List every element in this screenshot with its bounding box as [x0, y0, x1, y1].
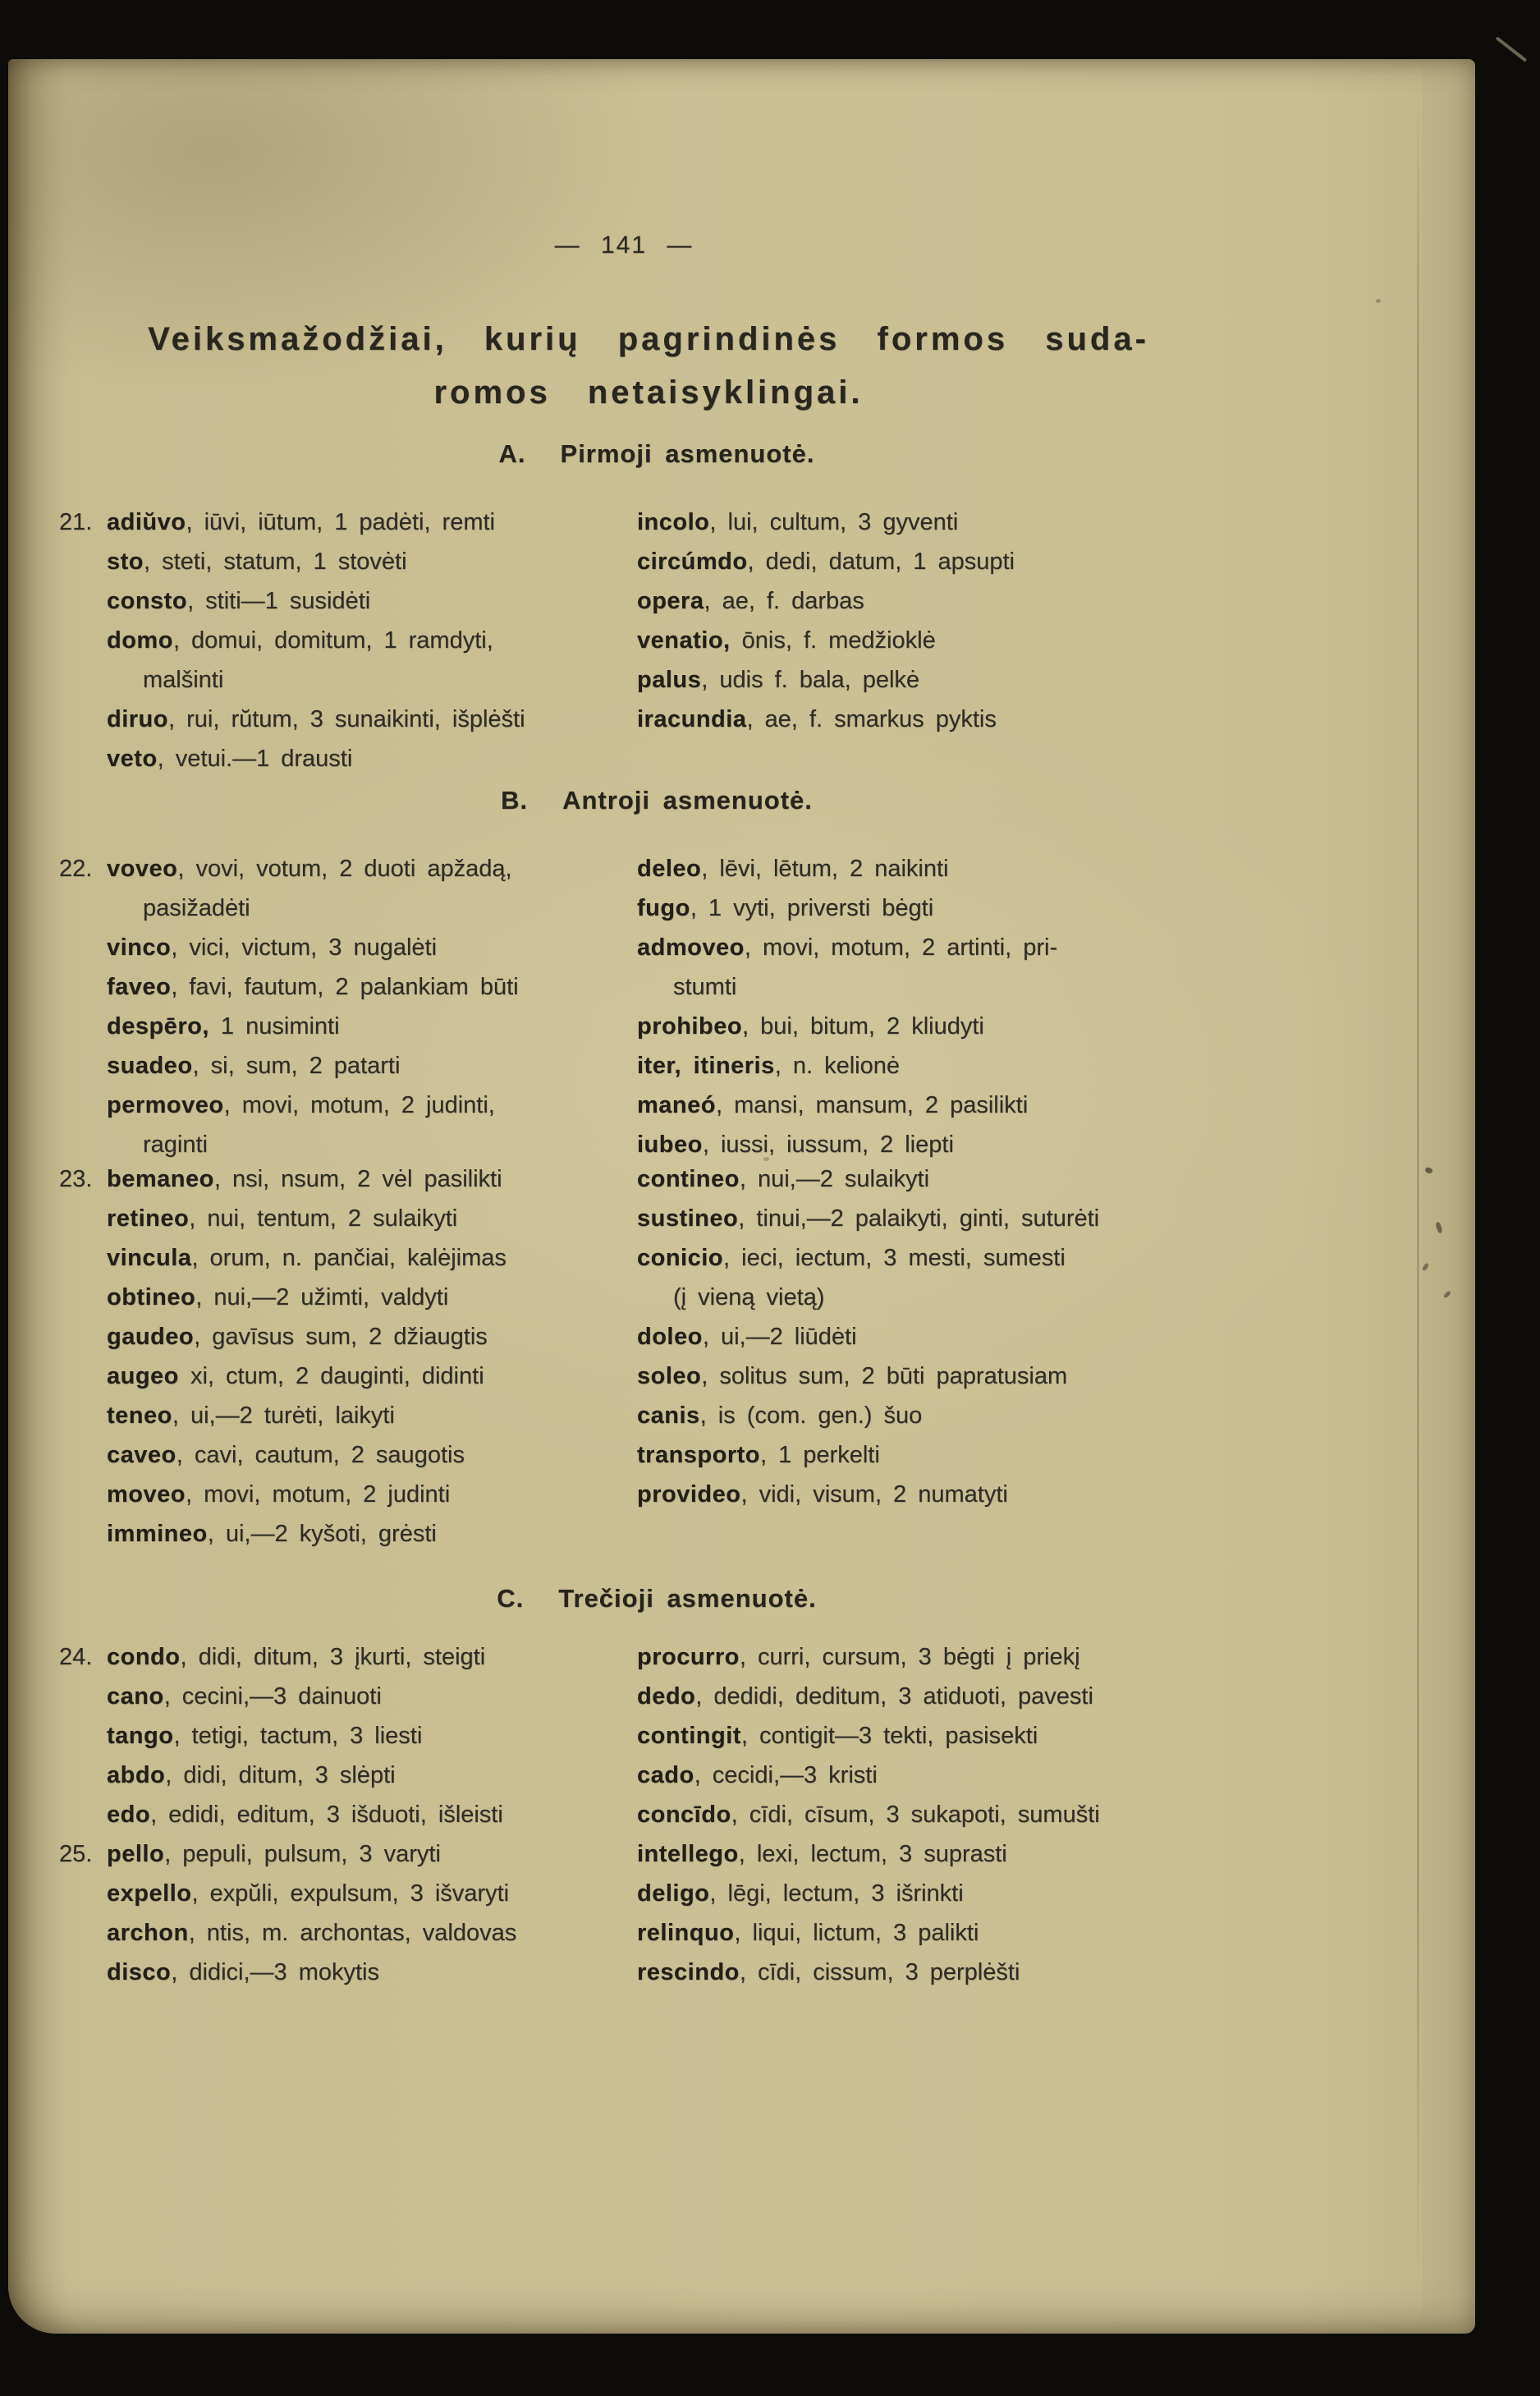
vocab-line — [637, 1278, 1286, 1317]
latin-headword: palus — [637, 667, 702, 693]
latin-headword: venatio, — [637, 627, 731, 654]
vocab-line — [107, 1874, 645, 1913]
vocab-line — [637, 621, 1286, 660]
vocab-line — [107, 1238, 645, 1278]
entry-text: , tinui,—2 palaikyti, ginti, suturėti — [738, 1205, 1100, 1232]
vocab-line — [637, 1125, 1286, 1164]
latin-headword: diruo — [107, 706, 168, 732]
section-title: Trečioji asmenuotė. — [558, 1584, 817, 1613]
entry-text: , movi, motum, 2 judinti, — [223, 1092, 495, 1118]
entry-text: , iūvi, iūtum, 1 padėti, remti — [186, 509, 495, 535]
entry-text: , dedi, datum, 1 apsupti — [747, 549, 1015, 575]
vocab-column-right — [637, 1637, 1286, 1834]
scan-scratch-mark — [1496, 36, 1528, 62]
entry-text: , udis f. bala, pelkė — [701, 667, 920, 693]
vocab-line — [637, 1396, 1286, 1435]
latin-headword: cado — [637, 1762, 694, 1788]
entry-text: , nsi, nsum, 2 vėl pasilikti — [213, 1166, 502, 1192]
vocab-line — [107, 660, 645, 700]
entry-text: , tetigi, tactum, 3 liesti — [173, 1723, 423, 1749]
entry-text: , didi, ditum, 3 slėpti — [165, 1762, 396, 1788]
vocab-column-left — [107, 503, 645, 778]
vocab-line — [637, 503, 1286, 542]
vocab-line — [637, 1159, 1286, 1199]
vocab-line — [637, 1795, 1286, 1834]
entry-text: , ui,—2 turėti, laikyti — [172, 1402, 395, 1429]
page-edge-stack — [1422, 59, 1475, 2334]
latin-headword: vinco — [107, 934, 172, 961]
entry-text: , ntis, m. archontas, valdovas — [188, 1920, 517, 1946]
vocab-line — [637, 1475, 1286, 1514]
vocab-line — [107, 1046, 645, 1086]
entry-text: , vici, victum, 3 nugalėti — [171, 934, 438, 961]
vocab-line — [107, 1514, 645, 1554]
ink-speck — [1376, 299, 1381, 303]
vocab-line — [107, 1475, 645, 1514]
vocab-line — [107, 1159, 645, 1199]
latin-headword: maneó — [637, 1092, 716, 1118]
section-heading — [8, 439, 1305, 469]
latin-headword: suadeo — [107, 1053, 193, 1079]
entry-text: , dedidi, deditum, 3 atiduoti, pavesti — [695, 1683, 1093, 1710]
entry-text: ōnis, f. medžioklė — [730, 627, 936, 654]
vocab-line — [107, 503, 645, 542]
latin-headword: relinquo — [637, 1920, 735, 1946]
vocab-line — [107, 1637, 645, 1677]
vocab-line — [107, 928, 645, 967]
entry-text: stumti — [673, 974, 737, 1000]
latin-headword: consto — [107, 588, 188, 614]
vocab-line — [637, 1716, 1286, 1756]
vocab-line — [107, 1396, 645, 1435]
vocab-column-right — [637, 1834, 1286, 1992]
latin-headword: despēro, — [107, 1013, 209, 1040]
entry-text: , pepuli, pulsum, 3 varyti — [164, 1841, 441, 1867]
entry-text: , n. kelionė — [774, 1053, 900, 1079]
entry-text: , si, sum, 2 patarti — [192, 1053, 401, 1079]
entry-text: , rui, rŭtum, 3 sunaikinti, išplėšti — [168, 706, 525, 732]
section-heading — [8, 1584, 1305, 1613]
entry-text: , cecini,—3 dainuoti — [163, 1683, 382, 1710]
entry-text: , didi, ditum, 3 įkurti, steigti — [180, 1644, 486, 1670]
entry-text: , domui, domitum, 1 ramdyti, — [172, 627, 493, 654]
entry-text: , didici,—3 mokytis — [171, 1959, 379, 1985]
vocab-line — [107, 1317, 645, 1356]
vocab-line — [107, 581, 645, 621]
entry-text: , vetui.—1 drausti — [157, 746, 353, 772]
entry-text: , movi, motum, 2 artinti, pri- — [744, 934, 1058, 961]
vocab-line — [107, 1834, 645, 1874]
entry-text: , cīdi, cissum, 3 perplėšti — [739, 1959, 1020, 1985]
latin-headword: bemaneo — [107, 1166, 214, 1192]
vocab-line — [107, 1356, 645, 1396]
item-number: 25. — [59, 1841, 93, 1867]
vocab-line — [107, 1913, 645, 1953]
vocab-column-left — [107, 849, 645, 1164]
latin-headword: disco — [107, 1959, 172, 1985]
entry-text: , bui, bitum, 2 kliudyti — [742, 1013, 984, 1040]
vocab-line — [107, 1953, 645, 1992]
latin-headword: opera — [637, 588, 704, 614]
vocab-line — [637, 888, 1286, 928]
vocab-line — [107, 621, 645, 660]
latin-headword: intellego — [637, 1841, 739, 1867]
entry-text: xi, ctum, 2 dauginti, didinti — [178, 1363, 484, 1389]
entry-text: , 1 perkelti — [760, 1442, 880, 1468]
latin-headword: dedo — [637, 1683, 696, 1710]
latin-headword: condo — [107, 1644, 181, 1670]
entry-text: , is (com. gen.) šuo — [699, 1402, 923, 1429]
entry-text: , ae, f. darbas — [704, 588, 864, 614]
entry-text: , lēgi, lectum, 3 išrinkti — [709, 1880, 964, 1907]
vocab-line — [107, 849, 645, 888]
vocab-line — [637, 1874, 1286, 1913]
latin-headword: adiŭvo — [107, 509, 186, 535]
vocab-line — [637, 1199, 1286, 1238]
latin-headword: archon — [107, 1920, 189, 1946]
entry-text: , lēvi, lētum, 2 naikinti — [701, 856, 949, 882]
entry-text: pasižadėti — [143, 895, 250, 921]
section-label: A. — [498, 439, 526, 468]
entry-text: , vidi, visum, 2 numatyti — [740, 1481, 1008, 1508]
entry-text: (į vieną vietą) — [673, 1284, 825, 1310]
vocab-line — [107, 542, 645, 581]
latin-headword: deleo — [637, 856, 702, 882]
vocab-line — [637, 1834, 1286, 1874]
latin-headword: contingit — [637, 1723, 741, 1749]
vocab-line — [637, 1953, 1286, 1992]
vocab-line — [637, 967, 1286, 1007]
latin-headword: expello — [107, 1880, 192, 1907]
entry-text: , solitus sum, 2 būti papratusiam — [701, 1363, 1068, 1389]
latin-headword: iter, itineris — [637, 1053, 775, 1079]
entry-text: malšinti — [143, 667, 224, 693]
latin-headword: provideo — [637, 1481, 741, 1508]
latin-headword: gaudeo — [107, 1324, 195, 1350]
entry-text: , vovi, votum, 2 duoti apžadą, — [177, 856, 512, 882]
entry-text: , edidi, editum, 3 išduoti, išleisti — [150, 1802, 503, 1828]
entry-text: , ae, f. smarkus pyktis — [746, 706, 997, 732]
vocab-line — [107, 739, 645, 778]
entry-text: raginti — [143, 1131, 208, 1158]
latin-headword: sto — [107, 549, 144, 575]
vocab-line — [107, 1716, 645, 1756]
entry-text: , favi, fautum, 2 palankiam būti — [171, 974, 519, 1000]
vocab-column-right — [637, 503, 1286, 739]
latin-headword: domo — [107, 627, 173, 654]
vocab-line — [107, 1125, 645, 1164]
section-title: Pirmoji asmenuotė. — [560, 439, 815, 468]
vocab-line — [107, 1795, 645, 1834]
item-number: 21. — [59, 509, 93, 535]
vocab-line — [107, 1278, 645, 1317]
page-number: — 141 — — [554, 232, 694, 259]
latin-headword: circúmdo — [637, 549, 748, 575]
vocab-line — [637, 542, 1286, 581]
latin-headword: doleo — [637, 1324, 703, 1350]
latin-headword: permoveo — [107, 1092, 224, 1118]
vocab-line — [107, 1677, 645, 1716]
vocab-line — [637, 1046, 1286, 1086]
latin-headword: iracundia — [637, 706, 747, 732]
entry-text: , orum, n. pančiai, kalėjimas — [191, 1245, 506, 1271]
vocab-column-left — [107, 1834, 645, 1992]
latin-headword: transporto — [637, 1442, 760, 1468]
latin-headword: canis — [637, 1402, 700, 1429]
vocab-column-right — [637, 849, 1286, 1164]
entry-text: , lexi, lectum, 3 suprasti — [738, 1841, 1007, 1867]
latin-headword: conicio — [637, 1245, 724, 1271]
latin-headword: soleo — [637, 1363, 702, 1389]
latin-headword: abdo — [107, 1762, 166, 1788]
entry-text: , nui,—2 užimti, valdyti — [195, 1284, 449, 1310]
vocab-line — [637, 849, 1286, 888]
entry-text: , mansi, mansum, 2 pasilikti — [715, 1092, 1029, 1118]
vocab-line — [107, 700, 645, 739]
latin-headword: deligo — [637, 1880, 710, 1907]
page-title-line-1: Veiksmažodžiai, kurių pagrindinės formos suda- — [148, 321, 1149, 357]
vocab-line — [107, 1756, 645, 1795]
vocab-line — [637, 660, 1286, 700]
latin-headword: procurro — [637, 1644, 740, 1670]
vocab-line — [107, 1199, 645, 1238]
section-title: Antroji asmenuotė. — [562, 786, 813, 815]
latin-headword: veto — [107, 746, 158, 772]
vocab-line — [637, 1677, 1286, 1716]
item-number: 24. — [59, 1644, 93, 1670]
vocab-line — [637, 581, 1286, 621]
vocab-column-left — [107, 1637, 645, 1834]
latin-headword: admoveo — [637, 934, 745, 961]
latin-headword: voveo — [107, 856, 178, 882]
entry-text: , contigit—3 tekti, pasisekti — [740, 1723, 1038, 1749]
entry-text: , expŭli, expulsum, 3 išvaryti — [191, 1880, 510, 1907]
latin-headword: sustineo — [637, 1205, 739, 1232]
vocab-line — [637, 1435, 1286, 1475]
latin-headword: cano — [107, 1683, 164, 1710]
vocab-line — [637, 1238, 1286, 1278]
latin-headword: moveo — [107, 1481, 186, 1508]
entry-text: , movi, motum, 2 judinti — [185, 1481, 451, 1508]
entry-text: , ieci, iectum, 3 mesti, sumesti — [723, 1245, 1066, 1271]
latin-headword: augeo — [107, 1363, 179, 1389]
vocab-line — [637, 1007, 1286, 1046]
latin-headword: fugo — [637, 895, 690, 921]
latin-headword: vincula — [107, 1245, 192, 1271]
book-page — [8, 59, 1475, 2334]
latin-headword: teneo — [107, 1402, 172, 1429]
vocab-column-right — [637, 1159, 1286, 1514]
section-label: B. — [501, 786, 529, 815]
latin-headword: immineo — [107, 1521, 208, 1547]
entry-text: , cavi, cautum, 2 saugotis — [176, 1442, 465, 1468]
item-number: 22. — [59, 856, 93, 882]
latin-headword: incolo — [637, 509, 710, 535]
latin-headword: concīdo — [637, 1802, 731, 1828]
section-heading — [8, 786, 1305, 815]
entry-text: 1 nusiminti — [209, 1013, 340, 1040]
entry-text: , ui,—2 kyšoti, grėsti — [207, 1521, 437, 1547]
vocab-line — [107, 967, 645, 1007]
section-label: C. — [497, 1584, 525, 1613]
entry-text: , ui,—2 liūdėti — [702, 1324, 857, 1350]
latin-headword: prohibeo — [637, 1013, 743, 1040]
vocab-line — [637, 1756, 1286, 1795]
vocab-line — [637, 700, 1286, 739]
latin-headword: rescindo — [637, 1959, 740, 1985]
page-crease — [1417, 84, 1419, 2309]
vocab-line — [637, 928, 1286, 967]
latin-headword: pello — [107, 1841, 165, 1867]
vocab-line — [637, 1637, 1286, 1677]
latin-headword: retineo — [107, 1205, 190, 1232]
vocab-line — [107, 888, 645, 928]
vocab-line — [637, 1086, 1286, 1125]
vocab-line — [637, 1913, 1286, 1953]
entry-text: , stiti—1 susidėti — [187, 588, 371, 614]
latin-headword: faveo — [107, 974, 172, 1000]
latin-headword: obtineo — [107, 1284, 196, 1310]
entry-text: , cīdi, cīsum, 3 sukapoti, sumušti — [731, 1802, 1100, 1828]
latin-headword: caveo — [107, 1442, 176, 1468]
latin-headword: contineo — [637, 1166, 740, 1192]
entry-text: , iussi, iussum, 2 liepti — [702, 1131, 954, 1158]
vocab-line — [637, 1317, 1286, 1356]
entry-text: , curri, cursum, 3 bėgti į priekį — [739, 1644, 1080, 1670]
entry-text: , steti, statum, 1 stovėti — [144, 549, 407, 575]
page-title-line-2: romos netaisyklingai. — [433, 374, 864, 411]
entry-text: , gavīsus sum, 2 džiaugtis — [194, 1324, 488, 1350]
latin-headword: edo — [107, 1802, 151, 1828]
entry-text: , 1 vyti, priversti bėgti — [690, 895, 934, 921]
entry-text: , lui, cultum, 3 gyventi — [709, 509, 959, 535]
entry-text: , nui, tentum, 2 sulaikyti — [189, 1205, 458, 1232]
vocab-line — [107, 1086, 645, 1125]
entry-text: , cecidi,—3 kristi — [694, 1762, 878, 1788]
vocab-line — [637, 1356, 1286, 1396]
latin-headword: tango — [107, 1723, 174, 1749]
item-number: 23. — [59, 1166, 93, 1192]
latin-headword: iubeo — [637, 1131, 703, 1158]
vocab-column-left — [107, 1159, 645, 1554]
entry-text: , nui,—2 sulaikyti — [739, 1166, 930, 1192]
vocab-line — [107, 1435, 645, 1475]
vocab-line — [107, 1007, 645, 1046]
entry-text: , liqui, lictum, 3 palikti — [734, 1920, 979, 1946]
